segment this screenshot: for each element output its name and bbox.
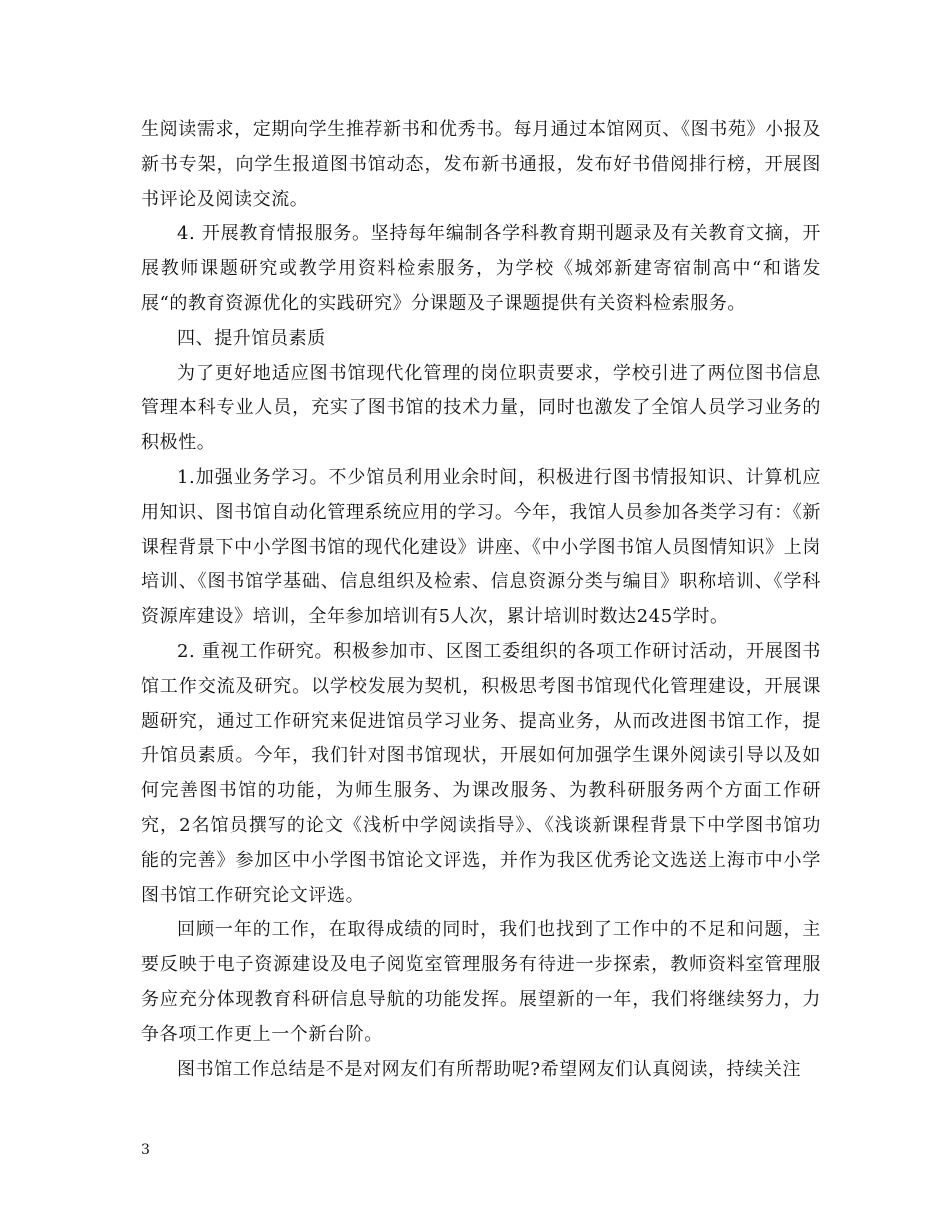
section-heading-staff-quality: 四、提升馆员素质 <box>177 327 326 349</box>
paragraph-reading-services: 生阅读需求，定期向学生推荐新书和优秀书。每月通过本馆网页、《图书苑》小报及新书专架，向学生报道图书馆动态，发布新书通报，发布好书借阅排行榜，开展图书评论及阅读交流。 <box>141 119 821 210</box>
paragraph-closing: 图书馆工作总结是不是对网友们有所帮助呢?希望网友们认真阅读，持续关注 <box>177 1058 802 1080</box>
page-number: 3 <box>141 1142 150 1158</box>
paragraph-review: 回顾一年的工作，在取得成绩的同时，我们也找到了工作中的不足和问题，主要反映于电子资源建设及电子阅览室管理服务有待进一步探索，教师资料室管理服务应充分体现教育科研信息导航的功能发挥。展望新的一年，我们将继续努力，力争各项工作更上一个新台阶。 <box>141 919 821 1045</box>
paragraph-business-study: 1.加强业务学习。不少馆员利用业余时间，积极进行图书情报知识、计算机应用知识、图书馆自动化管理系统应用的学习。今年，我馆人员参加各类学习有：《新课程背景下中小学图书馆的现代化建设》讲座、《中小学图书馆人员图情知识》上岗培训、《图书馆学基础、信息组织及检索、信息资源分类与编目》职称培训、《学科资源库建设》培训，全年参加培训有5人次，累计培训时数达245学时。 <box>141 466 821 628</box>
paragraph-education-info-service: 4. 开展教育情报服务。坚持每年编制各学科教育期刊题录及有关教育文摘，开展教师课题研究或教学用资料检索服务，为学校《城郊新建寄宿制高中“和谐发展“的教育资源优化的实践研究》分课题及子课题提供有关资料检索服务。 <box>141 223 821 314</box>
paragraph-staff-introduction: 为了更好地适应图书馆现代化管理的岗位职责要求，学校引进了两位图书信息管理本科专业人员，充实了图书馆的技术力量，同时也激发了全馆人员学习业务的积极性。 <box>141 362 821 454</box>
document-body <box>141 113 821 1087</box>
paragraph-work-research: 2. 重视工作研究。积极参加市、区图工委组织的各项工作研讨活动，开展图书馆工作交流及研究。以学校发展为契机，积极思考图书馆现代化管理建设，开展课题研究，通过工作研究来促进馆员学习业务、提高业务，从而改进图书馆工作，提升馆员素质。今年，我们针对图书馆现状，开展如何加强学生课外阅读引导以及如何完善图书馆的功能，为师生服务、为课改服务、为教科研服务两个方面工作研究，2名馆员撰写的论文《浅析中学阅读指导》、《浅谈新课程背景下中学图书馆功能的完善》参加区中小学图书馆论文评选，并作为我区优秀论文选送上海市中小学图书馆工作研究论文评选。 <box>141 640 821 906</box>
